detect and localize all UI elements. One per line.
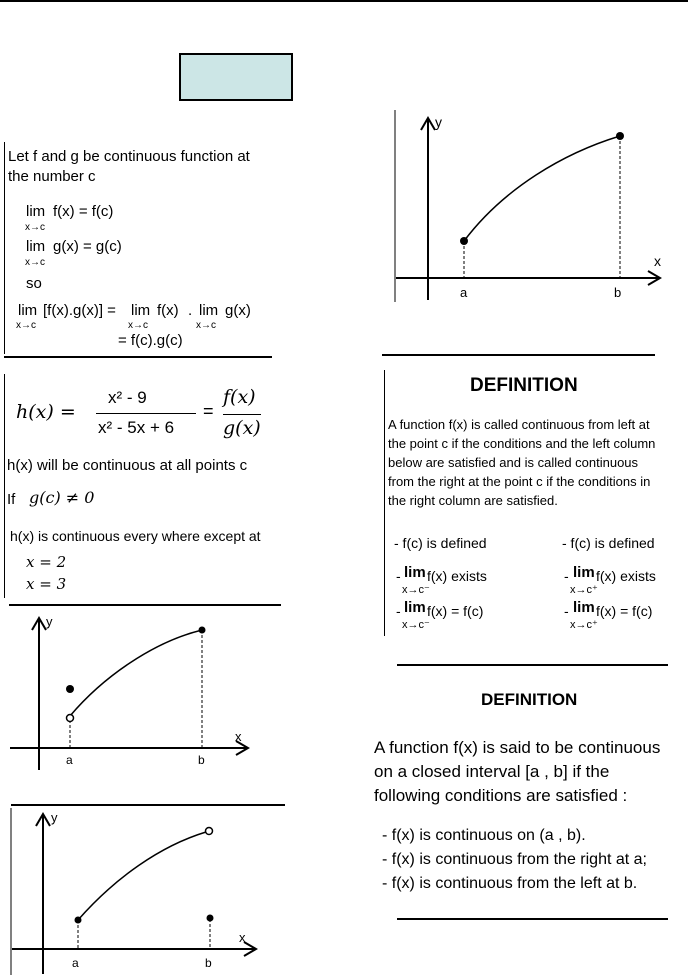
lim-word: lim (573, 564, 595, 581)
dot-sep: . (188, 302, 193, 319)
b-label: b (614, 285, 622, 300)
lim-sub-right: x→c⁺ (570, 584, 598, 596)
rule-under-definition1 (397, 664, 668, 666)
definition-one-signs-box (384, 370, 680, 638)
dash: - (564, 568, 569, 584)
isolated-point-a (66, 685, 74, 693)
lim-sub-left: x→c⁻ (402, 584, 430, 596)
closed-point-a (460, 237, 468, 245)
product-rule-box (4, 142, 274, 358)
if-text: If (7, 491, 16, 508)
h-denominator: x² - 5x + 6 (98, 418, 175, 437)
isolated-point-b (207, 915, 214, 922)
lim1-rhs: f(x) = f(c) (53, 203, 114, 220)
x-axis-label: x (239, 930, 246, 945)
open-point-b (206, 828, 213, 835)
big-lim-mid: f(x) (157, 302, 179, 319)
except-text: h(x) is continuous every where except at (10, 528, 261, 544)
x-axis-label: x (654, 253, 661, 269)
graph-continuous-closed (394, 108, 664, 304)
a-label: a (66, 753, 73, 767)
left-col-defined: - f(c) is defined (394, 535, 487, 551)
lim-sub-right: x→c⁺ (570, 619, 598, 631)
box-left-border (4, 374, 5, 598)
dash: - (564, 603, 569, 619)
lim-sub: x→c (196, 320, 216, 331)
definition-one-line: from the right at the point c if the conditions in (388, 474, 651, 489)
a-label: a (72, 956, 79, 970)
rule-under-product (4, 356, 272, 358)
lim-word: lim (199, 302, 219, 319)
y-axis-label: y (51, 810, 58, 825)
rule-under-graph2 (11, 804, 285, 806)
x-equals-3: x = 3 (26, 575, 67, 593)
lim-word: lim (26, 238, 46, 255)
condition-item: - f(x) is continuous from the left at b. (382, 875, 638, 892)
title-box (179, 53, 293, 101)
right-exists: f(x) exists (596, 568, 656, 584)
function-curve (70, 630, 202, 716)
x-equals-2: x = 2 (26, 553, 67, 571)
lim-word: lim (18, 302, 38, 319)
f-over: f(x) (223, 386, 256, 408)
b-label: b (198, 753, 205, 767)
h-fraction (96, 388, 198, 444)
definition-one-line: the point c if the conditions and the left column (388, 436, 656, 451)
rule-under-graph1 (382, 354, 655, 356)
left-exists: f(x) exists (427, 568, 487, 584)
graph-removable-at-b (10, 808, 260, 975)
fraction-bar (96, 413, 196, 414)
rational-box (4, 374, 259, 600)
right-col-defined: - f(c) is defined (562, 535, 655, 551)
lim-sub: x→c (128, 320, 148, 331)
g-condition: g(c) ≠ 0 (29, 488, 95, 507)
lim-sub-left: x→c⁻ (402, 619, 430, 631)
closed-point-b (199, 627, 206, 634)
lim-word: lim (404, 599, 426, 616)
big-lim-lhs: [f(x).g(x)] = (43, 302, 116, 319)
lim-word: lim (26, 203, 46, 220)
definition-two-line: A function f(x) is said to be continuous (374, 738, 661, 757)
fraction-bar (223, 414, 261, 415)
open-point-a (67, 715, 74, 722)
box-left-border (384, 370, 385, 636)
y-axis-label: y (435, 114, 442, 130)
y-axis-label: y (46, 614, 53, 629)
dash: - (396, 603, 401, 619)
h-eq: = (203, 401, 214, 421)
product-line1: Let f and g be continuous function at (8, 148, 250, 165)
function-curve (464, 136, 620, 241)
closed-point-b (616, 132, 624, 140)
right-equals: f(x) = f(c) (596, 603, 653, 619)
so-text: so (26, 275, 42, 292)
rule-under-rational (9, 604, 281, 606)
definition-one-line: the right column are satisfied. (388, 493, 558, 508)
dash: - (396, 568, 401, 584)
definition-one-title: DEFINITION (470, 375, 578, 396)
lim-sub: x→c (25, 222, 45, 233)
left-equals: f(x) = f(c) (427, 603, 484, 619)
product-line2: the number c (8, 168, 96, 185)
lim2-rhs: g(x) = g(c) (53, 238, 122, 255)
lim-word: lim (573, 599, 595, 616)
condition-item: - f(x) is continuous on (a , b). (382, 827, 586, 844)
a-label: a (460, 285, 468, 300)
closed-point-a (75, 917, 82, 924)
condition-item: - f(x) is continuous from the right at a; (382, 851, 647, 868)
fg-fraction (223, 386, 263, 446)
product-result: = f(c).g(c) (118, 332, 183, 349)
definition-two-title: DEFINITION (481, 690, 578, 709)
definition-one-line: A function f(x) is called continuous from left at (388, 417, 650, 432)
x-axis-label: x (235, 729, 242, 744)
top-rule (0, 0, 688, 2)
graph-removable-at-a (8, 612, 252, 772)
continuity-statement: h(x) will be continuous at all points c (7, 457, 248, 474)
h-numerator: x² - 9 (108, 388, 147, 407)
lim-word: lim (404, 564, 426, 581)
definition-two-line: following conditions are satisfied : (374, 786, 628, 805)
definition-two-line: on a closed interval [a , b] if the (374, 762, 610, 781)
definition-one-line: below are satisfied and is called continuous (388, 455, 639, 470)
b-label: b (205, 956, 212, 970)
lim-word: lim (131, 302, 151, 319)
box-left-border (4, 142, 5, 354)
function-curve (78, 832, 206, 920)
g-under: g(x) (223, 417, 261, 439)
lim-sub: x→c (16, 320, 36, 331)
big-lim-rhs: g(x) (225, 302, 251, 319)
rule-under-definition2 (397, 918, 668, 920)
h-lhs: h(x) = (16, 401, 76, 423)
lim-sub: x→c (25, 257, 45, 268)
